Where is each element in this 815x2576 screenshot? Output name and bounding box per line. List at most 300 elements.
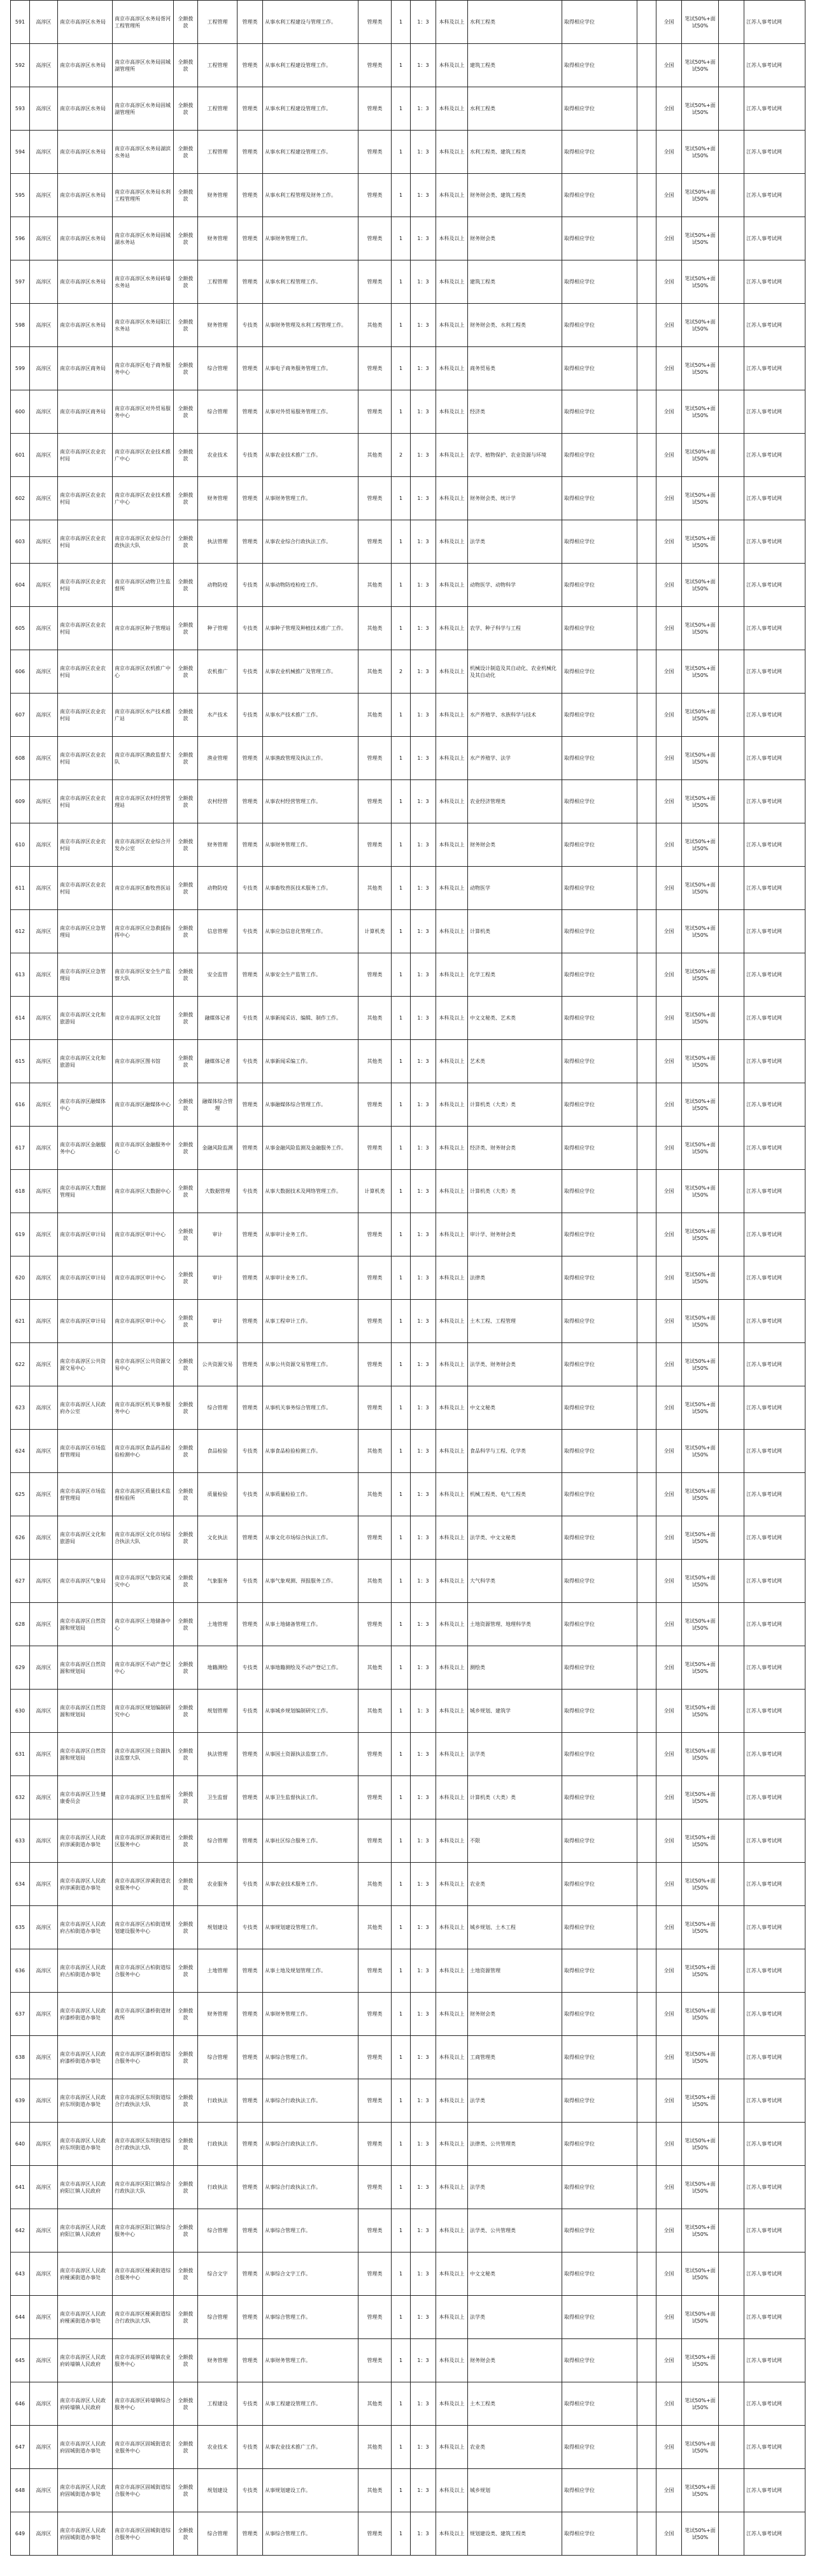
unit-cell: 南京市高淳区种子管理站 (113, 607, 174, 650)
other-requirement-cell (637, 1863, 656, 1906)
position-name-cell: 审计 (198, 1213, 237, 1256)
major-cell: 计算机类（大类）类 (468, 1776, 562, 1819)
exam-method-cell: 笔试50%+面试50% (682, 1776, 719, 1819)
table-row (11, 867, 805, 910)
row-number: 613 (11, 953, 30, 997)
extra-cell (719, 1386, 744, 1430)
scope-cell: 全国 (656, 564, 682, 607)
degree-cell: 取得相应学位 (562, 347, 637, 390)
major-cell: 建筑工程类 (468, 260, 562, 304)
note-cell: 江苏人事考试网 (744, 2079, 805, 2123)
scope-cell: 全国 (656, 1733, 682, 1776)
funding-type-cell: 全额拨款 (174, 2036, 198, 2079)
exam-ratio-cell: 1：3 (411, 44, 436, 87)
duty-description-cell: 从事动物防疫检疫工作。 (263, 564, 358, 607)
hire-count-cell: 1 (392, 1473, 411, 1516)
position-type-cell: 管理类 (237, 2209, 263, 2252)
region-cell: 高淳区 (30, 2469, 58, 2512)
major-cell: 法学类 (468, 2079, 562, 2123)
unit-cell: 南京市高淳区渔政监督大队 (113, 737, 174, 780)
extra-cell (719, 390, 744, 434)
position-name-cell: 审计 (198, 1256, 237, 1300)
department-cell: 南京市高淳区水务局 (58, 217, 113, 260)
duty-description-cell: 从事卫生监督执法工作。 (263, 1776, 358, 1819)
position-name-cell: 执法管理 (198, 520, 237, 564)
education-cell: 本科及以上 (436, 1863, 468, 1906)
other-requirement-cell (637, 737, 656, 780)
row-number: 598 (11, 304, 30, 347)
exam-method-cell: 笔试50%+面试50% (682, 2252, 719, 2296)
row-number: 605 (11, 607, 30, 650)
other-requirement-cell (637, 867, 656, 910)
hire-count-cell: 1 (392, 260, 411, 304)
major-cell: 农学、植物保护、农业资源与环境 (468, 434, 562, 477)
degree-cell: 取得相应学位 (562, 2252, 637, 2296)
department-cell: 南京市高淳区审计局 (58, 1256, 113, 1300)
degree-cell: 取得相应学位 (562, 607, 637, 650)
degree-cell: 取得相应学位 (562, 1993, 637, 2036)
major-cell: 水利工程类 (468, 1, 562, 44)
exam-category-cell: 管理类 (358, 1386, 392, 1430)
note-cell: 江苏人事考试网 (744, 520, 805, 564)
duty-description-cell: 从事土地及规划管理工作。 (263, 1949, 358, 1993)
position-name-cell: 财务管理 (198, 823, 237, 867)
extra-cell (719, 2166, 744, 2209)
department-cell: 南京市高淳区人民政府淳溪街道办事处 (58, 1863, 113, 1906)
exam-method-cell: 笔试50%+面试50% (682, 1993, 719, 2036)
exam-method-cell: 笔试50%+面试50% (682, 1690, 719, 1733)
education-cell: 本科及以上 (436, 131, 468, 174)
department-cell: 南京市高淳区农业农村局 (58, 650, 113, 694)
funding-type-cell: 全额拨款 (174, 737, 198, 780)
funding-type-cell: 全额拨款 (174, 1906, 198, 1949)
major-cell: 城乡规划、土木工程 (468, 1906, 562, 1949)
region-cell: 高淳区 (30, 477, 58, 520)
education-cell: 本科及以上 (436, 477, 468, 520)
row-number: 601 (11, 434, 30, 477)
position-type-cell: 管理类 (237, 131, 263, 174)
department-cell: 南京市高淳区人民政府阳江镇人民政府 (58, 2209, 113, 2252)
duty-description-cell: 从事电子商务服务管理工作。 (263, 347, 358, 390)
major-cell: 化学工程类 (468, 953, 562, 997)
major-cell: 机械工程类、电气工程类 (468, 1473, 562, 1516)
funding-type-cell: 全额拨款 (174, 1993, 198, 2036)
exam-ratio-cell: 1：3 (411, 131, 436, 174)
exam-category-cell: 管理类 (358, 2339, 392, 2382)
exam-ratio-cell: 1：3 (411, 2339, 436, 2382)
note-cell: 江苏人事考试网 (744, 1213, 805, 1256)
table-row (11, 1170, 805, 1213)
note-cell: 江苏人事考试网 (744, 44, 805, 87)
department-cell: 南京市高淳区文化和旅游局 (58, 997, 113, 1040)
position-type-cell: 管理类 (237, 1949, 263, 1993)
extra-cell (719, 131, 744, 174)
education-cell: 本科及以上 (436, 823, 468, 867)
department-cell: 南京市高淳区农业农村局 (58, 780, 113, 823)
degree-cell: 取得相应学位 (562, 2469, 637, 2512)
exam-category-cell: 管理类 (358, 260, 392, 304)
position-type-cell: 专技类 (237, 1863, 263, 1906)
hire-count-cell: 1 (392, 1993, 411, 2036)
extra-cell (719, 434, 744, 477)
position-type-cell: 管理类 (237, 2123, 263, 2166)
position-name-cell: 质量检验 (198, 1473, 237, 1516)
table-row (11, 1300, 805, 1343)
row-number: 599 (11, 347, 30, 390)
exam-method-cell: 笔试50%+面试50% (682, 1906, 719, 1949)
other-requirement-cell (637, 2036, 656, 2079)
position-name-cell: 融媒体记者 (198, 997, 237, 1040)
hire-count-cell: 1 (392, 304, 411, 347)
position-type-cell: 管理类 (237, 1603, 263, 1646)
exam-ratio-cell: 1：3 (411, 694, 436, 737)
exam-ratio-cell: 1：3 (411, 607, 436, 650)
exam-method-cell: 笔试50%+面试50% (682, 1949, 719, 1993)
note-cell: 江苏人事考试网 (744, 2036, 805, 2079)
duty-description-cell: 从事水利工程建设管理工作。 (263, 131, 358, 174)
other-requirement-cell (637, 174, 656, 217)
exam-ratio-cell: 1：3 (411, 2296, 436, 2339)
unit-cell: 南京市高淳区砖墙镇农业服务中心 (113, 2339, 174, 2382)
unit-cell: 南京市高淳区古柏街道规划建设服务中心 (113, 1906, 174, 1949)
exam-ratio-cell: 1：3 (411, 2469, 436, 2512)
duty-description-cell: 从事土地储备管理工作。 (263, 1603, 358, 1646)
education-cell: 本科及以上 (436, 2252, 468, 2296)
exam-ratio-cell: 1：3 (411, 1516, 436, 1560)
degree-cell: 取得相应学位 (562, 44, 637, 87)
major-cell: 水利工程类 (468, 87, 562, 131)
scope-cell: 全国 (656, 1256, 682, 1300)
duty-description-cell: 从事农业机械推广及管理工作。 (263, 650, 358, 694)
exam-category-cell: 管理类 (358, 1, 392, 44)
other-requirement-cell (637, 2339, 656, 2382)
row-number: 600 (11, 390, 30, 434)
major-cell: 法律类 (468, 1256, 562, 1300)
table-row (11, 260, 805, 304)
region-cell: 高淳区 (30, 434, 58, 477)
scope-cell: 全国 (656, 390, 682, 434)
other-requirement-cell (637, 2209, 656, 2252)
position-type-cell: 管理类 (237, 2296, 263, 2339)
table-row (11, 1690, 805, 1733)
funding-type-cell: 全额拨款 (174, 1386, 198, 1430)
education-cell: 本科及以上 (436, 87, 468, 131)
degree-cell: 取得相应学位 (562, 1906, 637, 1949)
unit-cell: 南京市高淳区金融服务中心 (113, 1127, 174, 1170)
hire-count-cell: 1 (392, 1863, 411, 1906)
education-cell: 本科及以上 (436, 2382, 468, 2426)
note-cell: 江苏人事考试网 (744, 2469, 805, 2512)
table-row (11, 2426, 805, 2469)
note-cell: 江苏人事考试网 (744, 1560, 805, 1603)
exam-ratio-cell: 1：3 (411, 1993, 436, 2036)
table-row (11, 1906, 805, 1949)
extra-cell (719, 2382, 744, 2426)
note-cell: 江苏人事考试网 (744, 131, 805, 174)
note-cell: 江苏人事考试网 (744, 650, 805, 694)
extra-cell (719, 2339, 744, 2382)
table-row (11, 347, 805, 390)
exam-method-cell: 笔试50%+面试50% (682, 390, 719, 434)
position-type-cell: 专技类 (237, 1430, 263, 1473)
note-cell: 江苏人事考试网 (744, 1906, 805, 1949)
other-requirement-cell (637, 910, 656, 953)
row-number: 628 (11, 1603, 30, 1646)
table-row (11, 304, 805, 347)
major-cell: 水产养殖学、法学 (468, 737, 562, 780)
row-number: 608 (11, 737, 30, 780)
exam-ratio-cell: 1：3 (411, 1127, 436, 1170)
education-cell: 本科及以上 (436, 997, 468, 1040)
row-number: 629 (11, 1646, 30, 1690)
funding-type-cell: 全额拨款 (174, 910, 198, 953)
department-cell: 南京市高淳区市场监督管理局 (58, 1473, 113, 1516)
degree-cell: 取得相应学位 (562, 2382, 637, 2426)
position-type-cell: 管理类 (237, 823, 263, 867)
department-cell: 南京市高淳区人民政府淳溪街道办事处 (58, 1819, 113, 1863)
extra-cell (719, 694, 744, 737)
degree-cell: 取得相应学位 (562, 694, 637, 737)
table-row (11, 87, 805, 131)
extra-cell (719, 520, 744, 564)
exam-ratio-cell: 1：3 (411, 867, 436, 910)
duty-description-cell: 从事水利工程管理及财务工作。 (263, 174, 358, 217)
note-cell: 江苏人事考试网 (744, 2123, 805, 2166)
scope-cell: 全国 (656, 1, 682, 44)
duty-description-cell: 从事大数据技术及网络管理工作。 (263, 1170, 358, 1213)
exam-category-cell: 其他类 (358, 997, 392, 1040)
funding-type-cell: 全额拨款 (174, 2209, 198, 2252)
region-cell: 高淳区 (30, 1040, 58, 1083)
region-cell: 高淳区 (30, 1863, 58, 1906)
hire-count-cell: 1 (392, 2252, 411, 2296)
position-name-cell: 行政执法 (198, 2079, 237, 2123)
major-cell: 建筑工程类 (468, 44, 562, 87)
other-requirement-cell (637, 564, 656, 607)
position-type-cell: 专技类 (237, 434, 263, 477)
position-table (10, 0, 805, 2556)
extra-cell (719, 1170, 744, 1213)
unit-cell: 南京市高淳区审计中心 (113, 1300, 174, 1343)
unit-cell: 南京市高淳区农业综合开发办公室 (113, 823, 174, 867)
exam-method-cell: 笔试50%+面试50% (682, 477, 719, 520)
exam-method-cell: 笔试50%+面试50% (682, 953, 719, 997)
education-cell: 本科及以上 (436, 1300, 468, 1343)
degree-cell: 取得相应学位 (562, 217, 637, 260)
education-cell: 本科及以上 (436, 2209, 468, 2252)
exam-category-cell: 计算机类 (358, 910, 392, 953)
table-row (11, 1213, 805, 1256)
note-cell: 江苏人事考试网 (744, 564, 805, 607)
position-type-cell: 管理类 (237, 1300, 263, 1343)
hire-count-cell: 1 (392, 737, 411, 780)
degree-cell: 取得相应学位 (562, 1127, 637, 1170)
exam-ratio-cell: 1：3 (411, 2166, 436, 2209)
row-number: 642 (11, 2209, 30, 2252)
degree-cell: 取得相应学位 (562, 434, 637, 477)
scope-cell: 全国 (656, 1040, 682, 1083)
degree-cell: 取得相应学位 (562, 1690, 637, 1733)
other-requirement-cell (637, 694, 656, 737)
department-cell: 南京市高淳区人民政府固城街道办事处 (58, 2469, 113, 2512)
funding-type-cell: 全额拨款 (174, 1776, 198, 1819)
exam-category-cell: 管理类 (358, 780, 392, 823)
row-number: 631 (11, 1733, 30, 1776)
hire-count-cell: 1 (392, 867, 411, 910)
education-cell: 本科及以上 (436, 1819, 468, 1863)
unit-cell: 南京市高淳区水产技术推广站 (113, 694, 174, 737)
exam-category-cell: 管理类 (358, 87, 392, 131)
unit-cell: 南京市高淳区东坝街道综合行政执法大队 (113, 2123, 174, 2166)
other-requirement-cell (637, 1906, 656, 1949)
extra-cell (719, 1, 744, 44)
note-cell: 江苏人事考试网 (744, 434, 805, 477)
table-row (11, 1127, 805, 1170)
position-type-cell: 专技类 (237, 694, 263, 737)
extra-cell (719, 217, 744, 260)
extra-cell (719, 1300, 744, 1343)
extra-cell (719, 2079, 744, 2123)
note-cell: 江苏人事考试网 (744, 1040, 805, 1083)
major-cell: 法学类 (468, 2166, 562, 2209)
unit-cell: 南京市高淳区水务局固城湖管理所 (113, 87, 174, 131)
row-number: 609 (11, 780, 30, 823)
extra-cell (719, 1906, 744, 1949)
major-cell: 土地资源管理、地理科学类 (468, 1603, 562, 1646)
table-row (11, 2512, 805, 2556)
exam-method-cell: 笔试50%+面试50% (682, 1819, 719, 1863)
duty-description-cell: 从事水利工程建设管理工作。 (263, 44, 358, 87)
scope-cell: 全国 (656, 1646, 682, 1690)
exam-category-cell: 其他类 (358, 650, 392, 694)
education-cell: 本科及以上 (436, 304, 468, 347)
note-cell: 江苏人事考试网 (744, 780, 805, 823)
hire-count-cell: 1 (392, 1949, 411, 1993)
table-row (11, 1256, 805, 1300)
position-name-cell: 农机推广 (198, 650, 237, 694)
extra-cell (719, 780, 744, 823)
degree-cell: 取得相应学位 (562, 1516, 637, 1560)
position-type-cell: 管理类 (237, 1776, 263, 1819)
scope-cell: 全国 (656, 1473, 682, 1516)
duty-description-cell: 从事审计业务工作。 (263, 1213, 358, 1256)
funding-type-cell: 全额拨款 (174, 1603, 198, 1646)
position-type-cell: 专技类 (237, 1646, 263, 1690)
education-cell: 本科及以上 (436, 2079, 468, 2123)
education-cell: 本科及以上 (436, 1127, 468, 1170)
extra-cell (719, 564, 744, 607)
table-row (11, 1, 805, 44)
exam-category-cell: 管理类 (358, 2079, 392, 2123)
funding-type-cell: 全额拨款 (174, 997, 198, 1040)
unit-cell: 南京市高淳区机关事务服务中心 (113, 1386, 174, 1430)
funding-type-cell: 全额拨款 (174, 2382, 198, 2426)
other-requirement-cell (637, 2426, 656, 2469)
note-cell: 江苏人事考试网 (744, 260, 805, 304)
hire-count-cell: 1 (392, 2209, 411, 2252)
exam-ratio-cell: 1：3 (411, 1473, 436, 1516)
other-requirement-cell (637, 131, 656, 174)
duty-description-cell: 从事农业技术推广工作。 (263, 2426, 358, 2469)
position-name-cell: 规划建设 (198, 1906, 237, 1949)
unit-cell: 南京市高淳区水务局阳江水务站 (113, 304, 174, 347)
degree-cell: 取得相应学位 (562, 1040, 637, 1083)
education-cell: 本科及以上 (436, 1040, 468, 1083)
exam-ratio-cell: 1：3 (411, 174, 436, 217)
department-cell: 南京市高淳区人民政府东坝街道办事处 (58, 2123, 113, 2166)
education-cell: 本科及以上 (436, 260, 468, 304)
education-cell: 本科及以上 (436, 1430, 468, 1473)
unit-cell: 南京市高淳区食品药品检验检测中心 (113, 1430, 174, 1473)
region-cell: 高淳区 (30, 347, 58, 390)
scope-cell: 全国 (656, 953, 682, 997)
row-number: 641 (11, 2166, 30, 2209)
department-cell: 南京市高淳区应急管理局 (58, 953, 113, 997)
exam-category-cell: 管理类 (358, 2296, 392, 2339)
funding-type-cell: 全额拨款 (174, 2123, 198, 2166)
position-type-cell: 管理类 (237, 2339, 263, 2382)
exam-method-cell: 笔试50%+面试50% (682, 304, 719, 347)
exam-category-cell: 其他类 (358, 1906, 392, 1949)
position-type-cell: 管理类 (237, 174, 263, 217)
exam-ratio-cell: 1：3 (411, 1560, 436, 1603)
exam-ratio-cell: 1：3 (411, 1386, 436, 1430)
region-cell: 高淳区 (30, 1083, 58, 1127)
position-name-cell: 行政执法 (198, 2166, 237, 2209)
extra-cell (719, 1949, 744, 1993)
funding-type-cell: 全额拨款 (174, 2339, 198, 2382)
hire-count-cell: 1 (392, 694, 411, 737)
region-cell: 高淳区 (30, 607, 58, 650)
degree-cell: 取得相应学位 (562, 87, 637, 131)
hire-count-cell: 1 (392, 1343, 411, 1386)
row-number: 607 (11, 694, 30, 737)
major-cell: 法学类 (468, 1733, 562, 1776)
row-number: 625 (11, 1473, 30, 1516)
row-number: 646 (11, 2382, 30, 2426)
unit-cell: 南京市高淳区水务局固城湖水务站 (113, 217, 174, 260)
region-cell: 高淳区 (30, 1256, 58, 1300)
funding-type-cell: 全额拨款 (174, 347, 198, 390)
funding-type-cell: 全额拨款 (174, 1170, 198, 1213)
extra-cell (719, 174, 744, 217)
position-name-cell: 食品检验 (198, 1430, 237, 1473)
note-cell: 江苏人事考试网 (744, 2512, 805, 2556)
exam-ratio-cell: 1：3 (411, 1646, 436, 1690)
position-name-cell: 规划建设 (198, 2469, 237, 2512)
major-cell: 农业类 (468, 1863, 562, 1906)
hire-count-cell: 1 (392, 607, 411, 650)
exam-method-cell: 笔试50%+面试50% (682, 2123, 719, 2166)
department-cell: 南京市高淳区农业农村局 (58, 520, 113, 564)
hire-count-cell: 1 (392, 390, 411, 434)
exam-category-cell: 其他类 (358, 1646, 392, 1690)
scope-cell: 全国 (656, 2252, 682, 2296)
scope-cell: 全国 (656, 2469, 682, 2512)
degree-cell: 取得相应学位 (562, 174, 637, 217)
hire-count-cell: 1 (392, 2469, 411, 2512)
region-cell: 高淳区 (30, 1127, 58, 1170)
duty-description-cell: 从事应急信息化管理工作。 (263, 910, 358, 953)
region-cell: 高淳区 (30, 2512, 58, 2556)
degree-cell: 取得相应学位 (562, 737, 637, 780)
exam-ratio-cell: 1：3 (411, 1690, 436, 1733)
other-requirement-cell (637, 1040, 656, 1083)
position-type-cell: 专技类 (237, 304, 263, 347)
degree-cell: 取得相应学位 (562, 1560, 637, 1603)
major-cell: 艺术类 (468, 1040, 562, 1083)
unit-cell: 南京市高淳区农机推广中心 (113, 650, 174, 694)
